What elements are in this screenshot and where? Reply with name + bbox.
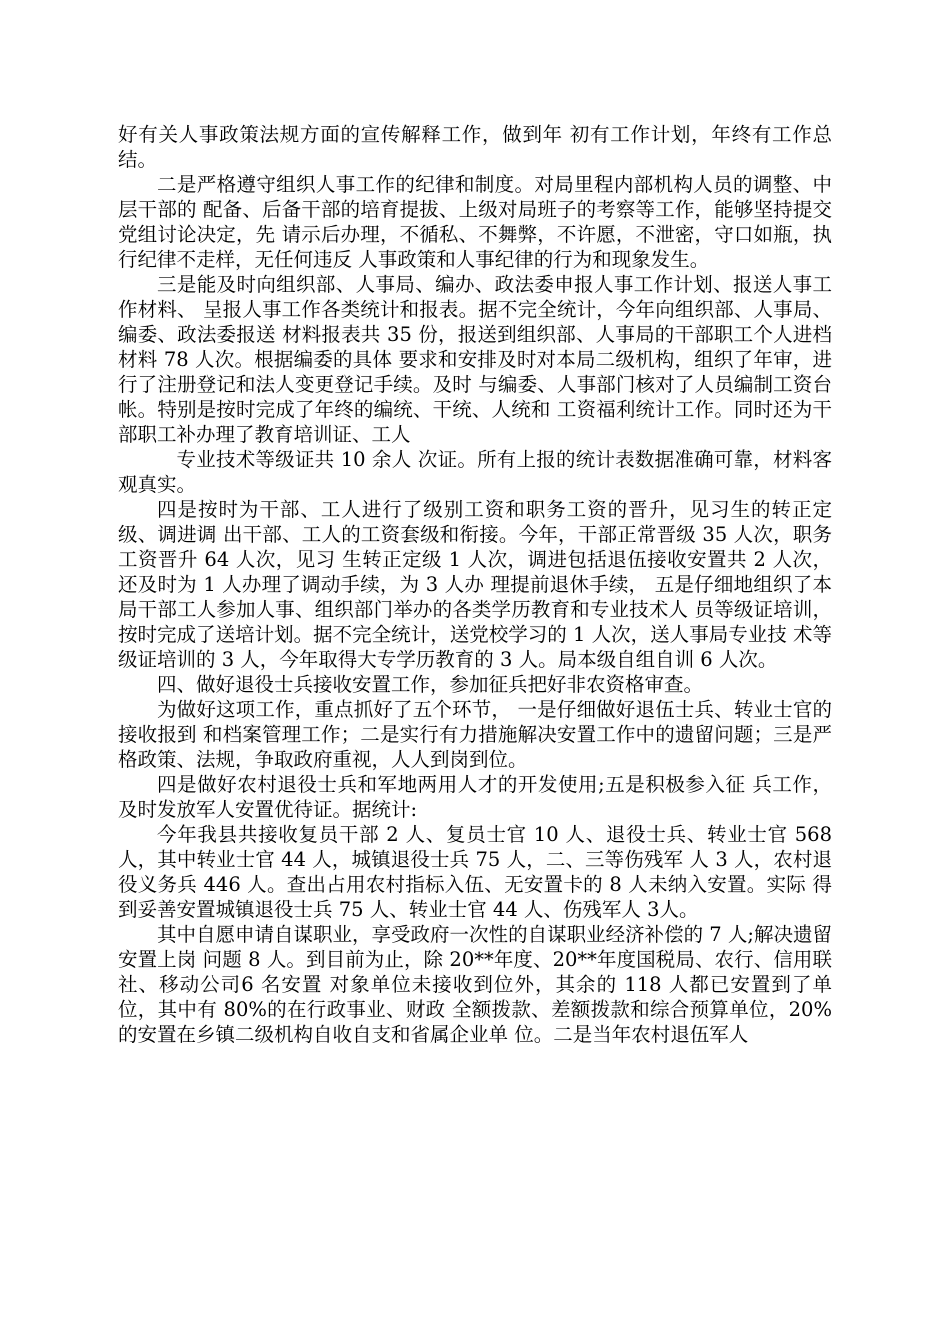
paragraph-3: 三是能及时向组织部、人事局、编办、政法委申报人事工作计划、报送人事工作材料、 呈报人事工作各类统计和报表。据不完全统计，今年向组织部、人事局、编委、政法委报送 材料报表共 35 份，报送到组织部、人事局的干部职工个人进档材料 78 人次。根据编委的具体 要求和安排及时对本局二级机构，组织了年审，进行了注册登记和法人变更登记手续。及时 与编委、人事部门核对了人员编制工资台帐。特别是按时完成了年终的编统、干统、人统和 工资福利统计工作。同时还为干部职工补办理了教育培训证、工人	[118, 273, 832, 446]
document-body	[118, 122, 832, 1047]
paragraph-6: 四、做好退役士兵接收安置工作，参加征兵把好非农资格审查。	[157, 673, 704, 696]
paragraph-1: 好有关人事政策法规方面的宣传解释工作，做到年 初有工作计划，年终有工作总结。	[118, 123, 832, 171]
paragraph-4: 专业技术等级证共 10 余人 次证。所有上报的统计表数据准确可靠，材料客观真实。	[118, 448, 832, 496]
paragraph-8: 四是做好农村退役士兵和军地两用人才的开发使用;五是积极参入征 兵工作，及时发放军人安置优待证。据统计:	[118, 773, 832, 821]
paragraph-9: 今年我县共接收复员干部 2 人、复员士官 10 人、退役士兵、转业士官 568 人，其中转业士官 44 人，城镇退役士兵 75 人，二、三等伤残军 人 3 人，农村退役义务兵 446 人。查出占用农村指标入伍、无安置卡的 8 人未纳入安置。实际 得到妥善安置城镇退役士兵 75 人、转业士官 44 人、伤残军人 3人。	[118, 823, 832, 921]
paragraph-10: 其中自愿申请自谋职业，享受政府一次性的自谋职业经济补偿的 7 人;解决遗留安置上岗 问题 8 人。到目前为止，除 20**年度、20**年度国税局、农行、信用联社、移动公司6 名安置 对象单位未接收到位外，其余的 118 人都已安置到了单位，其中有 80%的在行政事业、财政 全额拨款、差额拨款和综合预算单位，20%的安置在乡镇二级机构自收自支和省属企业单 位。二是当年农村退伍军人	[118, 923, 832, 1046]
paragraph-2: 二是严格遵守组织人事工作的纪律和制度。对局里程内部机构人员的调整、中层干部的 配备、后备干部的培育提拔、上级对局班子的考察等工作，能够坚持提交党组讨论决定，先 请示后办理，不循私、不舞弊，不许愿，不泄密，守口如瓶，执行纪律不走样，无任何违反 人事政策和人事纪律的行为和现象发生。	[118, 173, 832, 271]
paragraph-7: 为做好这项工作，重点抓好了五个环节， 一是仔细做好退伍士兵、转业士官的接收报到 和档案管理工作；二是实行有力措施解决安置工作中的遗留问题；三是严格政策、法规，争取政府重视，人人到岗到位。	[118, 698, 832, 771]
paragraph-5: 四是按时为干部、工人进行了级别工资和职务工资的晋升，见习生的转正定级、调进调 出干部、工人的工资套级和衔接。今年，干部正常晋级 35 人次，职务工资晋升 64 人次，见习 生转正定级 1 人次，调进包括退伍接收安置共 2 人次，还及时为 1 人办理了调动手续，为 3 人办 理提前退休手续， 五是仔细地组织了本局干部工人参加人事、组织部门举办的各类学历教育和专业技术人 员等级证培训，按时完成了送培计划。据不完全统计，送党校学习的 1 人次，送人事局专业技 术等级证培训的 3 人，今年取得大专学历教育的 3 人。局本级自组自训 6 人次。	[118, 498, 832, 671]
